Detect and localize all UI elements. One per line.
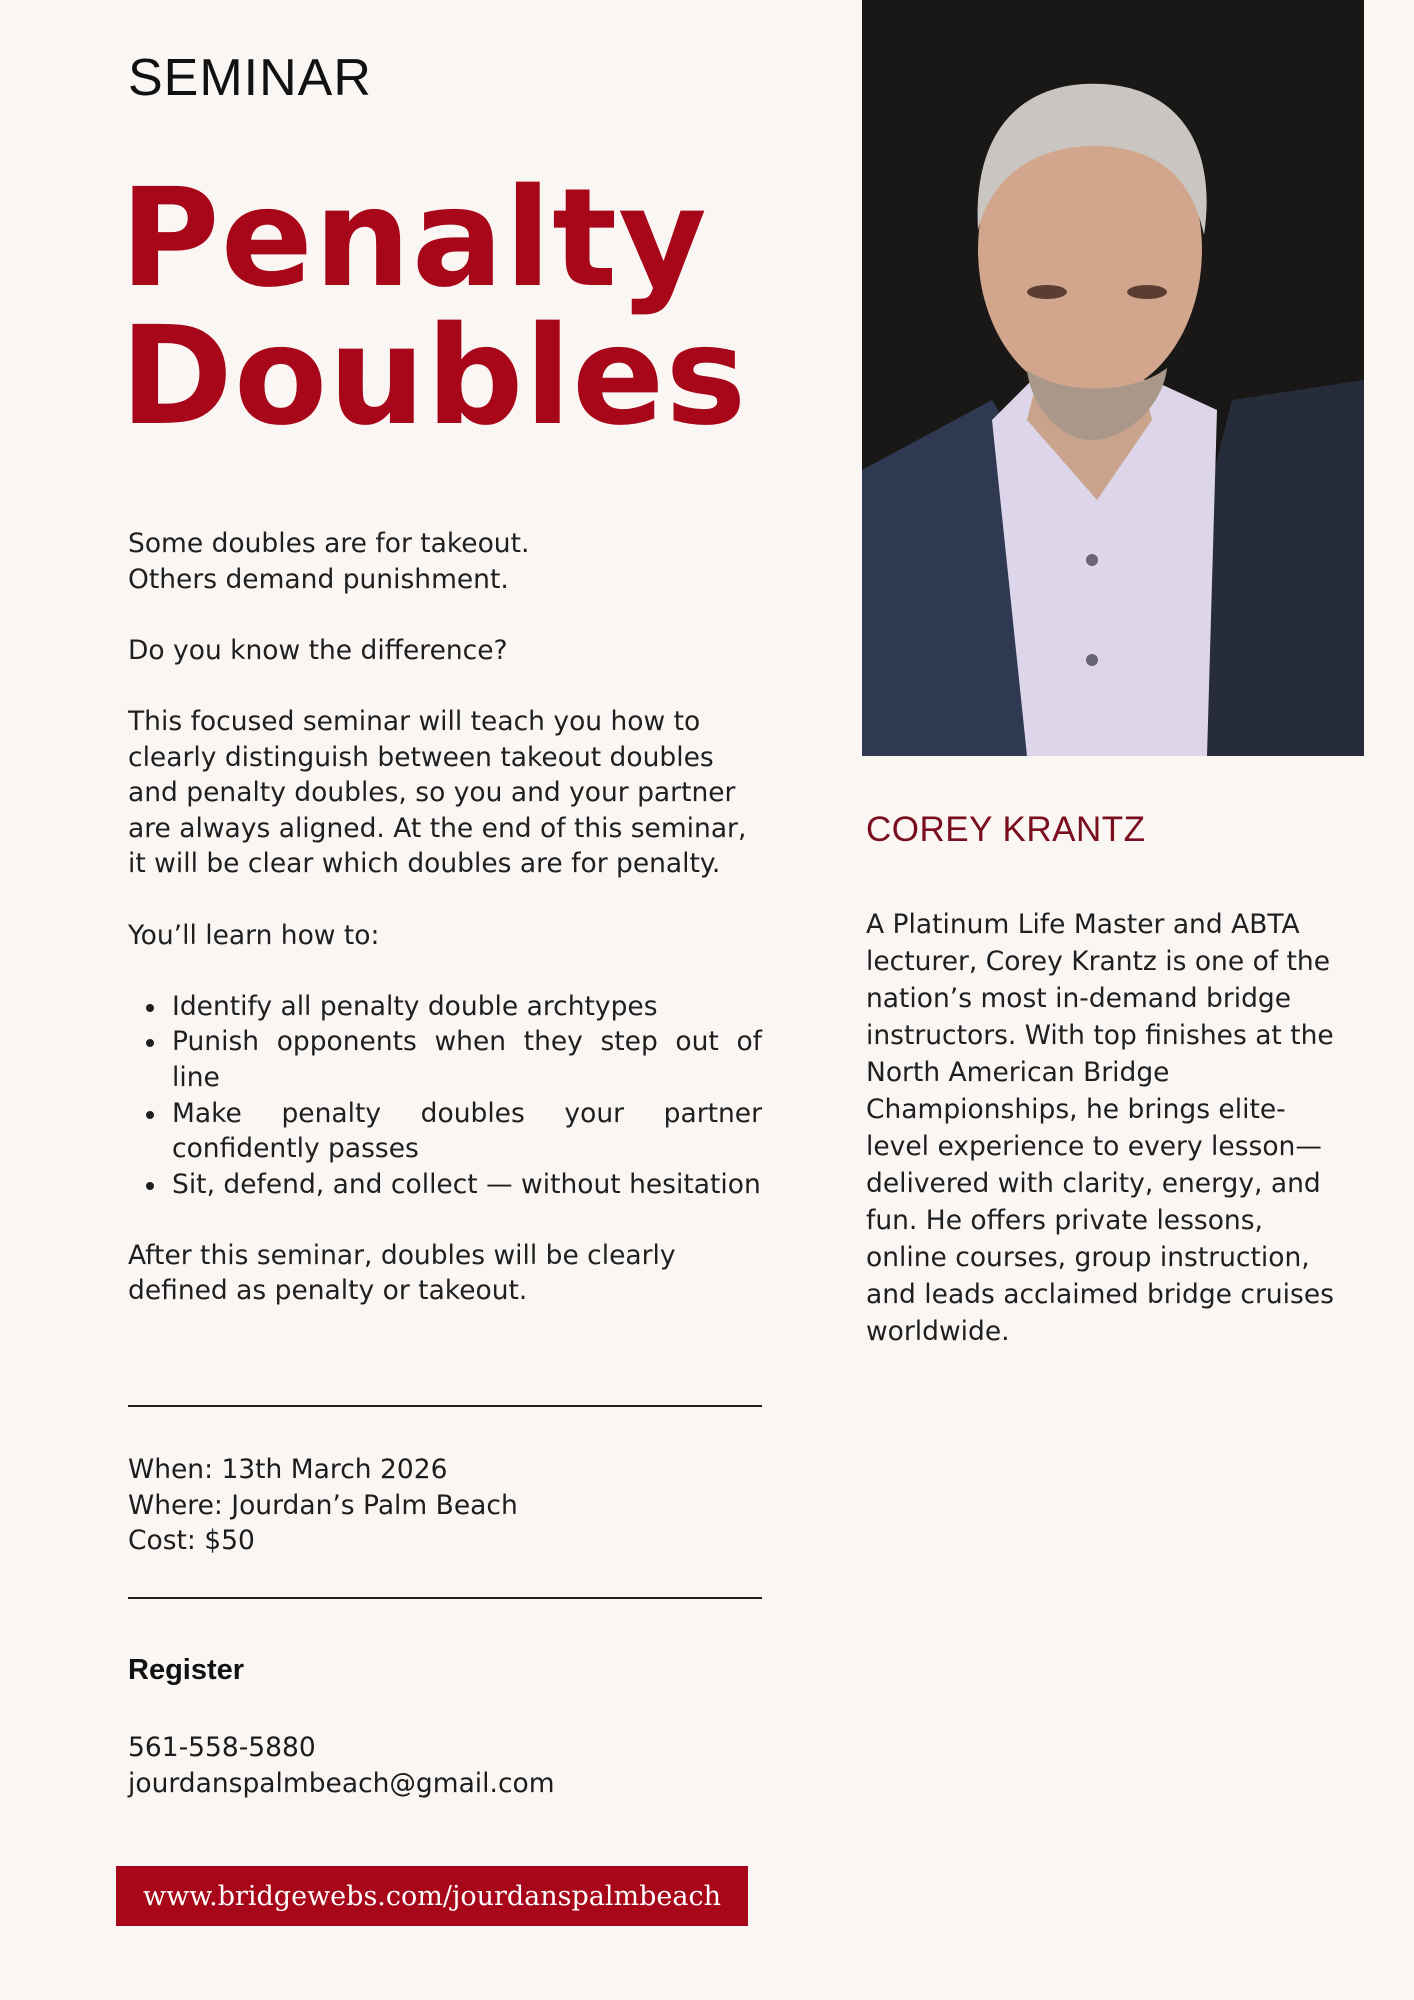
intro-description: This focused seminar will teach you how to clearly distinguish between takeout doubles and penalty doubles, so you and your partner are always aligned. At the end of this seminar, it will be clear which doubles are for penalty. [128,705,747,880]
event-where: Where: Jourdan’s Palm Beach [128,1489,518,1521]
intro-question: Do you know the difference? [128,634,508,666]
divider-top [128,1405,762,1407]
speaker-name: COREY KRANTZ [866,810,1146,849]
intro-line-1: Some doubles are for takeout. [128,528,530,559]
email-link[interactable]: jourdanspalmbeach@gmail.com [128,1768,555,1799]
closing-text: After this seminar, doubles will be clearly defined as penalty or takeout. [128,1239,676,1307]
contact-info [128,1730,555,1802]
phone-link[interactable]: 561-558-5880 [128,1732,316,1763]
title-line-2: Doubles [120,298,748,456]
learn-list [128,989,762,1203]
list-item: Identify all penalty double archtypes [172,989,762,1025]
register-heading: Register [128,1654,245,1686]
intro-line-2: Others demand punishment. [128,563,509,595]
event-details [128,1452,518,1559]
list-item: Punish opponents when they step out of line [172,1024,762,1095]
list-item: Make penalty doubles your partner confidently passes [172,1096,762,1167]
seminar-label: SEMINAR [128,49,372,107]
event-cost: Cost: $50 [128,1525,255,1557]
speaker-bio: A Platinum Life Master and ABTA lecturer, Corey Krantz is one of the nation’s most in-demand bridge instructors. With top finishes at the North American Bridge Championships, he brings elite-level experience to every lesson—delivered with clarity, energy, and fun. He offers private lessons, online courses, group instruction, and leads acclaimed bridge cruises worldwide. [866,909,1334,1347]
seminar-description [128,526,762,1345]
speaker-photo [862,0,1364,756]
list-item: Sit, defend, and collect — without hesitation [172,1167,762,1203]
learn-intro: You’ll learn how to: [128,919,380,951]
event-when: When: 13th March 2026 [128,1454,448,1485]
website-link-button[interactable]: www.bridgewebs.com/jourdanspalmbeach [116,1866,748,1926]
page-title [120,160,748,456]
divider-bottom [128,1597,762,1599]
speaker-portrait-image [862,0,1364,756]
title-line-1: Penalty [120,160,708,318]
